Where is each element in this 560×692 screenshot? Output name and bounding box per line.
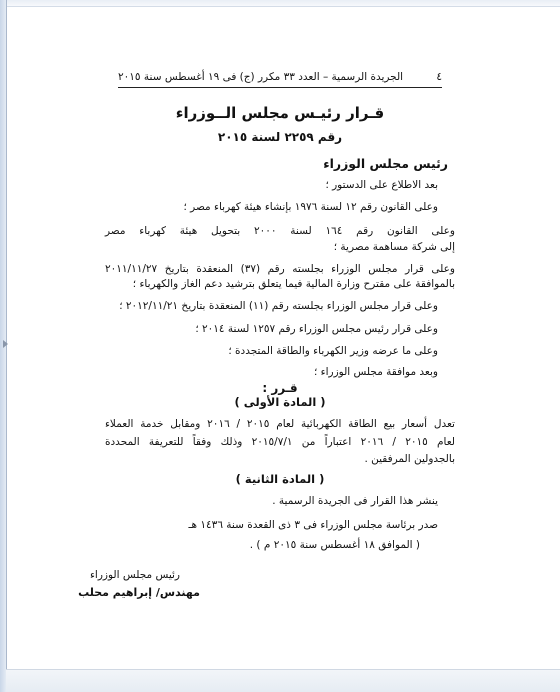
decree-title: قـرار رئيـس مجلس الــوزراء [175,104,385,122]
article-2-heading: ( المادة الثانية ) [235,472,325,486]
article-1-line: بالجدولين المرفقين . [364,453,455,465]
page-number: ٤ [436,71,442,83]
signature-title: رئيس مجلس الوزراء [89,569,180,581]
article-2-line: ينشر هذا القرار فى الجريدة الرسمية . [272,495,438,507]
document-page [60,6,500,670]
article-1-line: لعام ٢٠١٥ / ٢٠١٦ اعتباراً من ٢٠١٥/٧/١ وذلك وفقاً للتعريفة المحددة [105,436,455,448]
viewer-side-panel[interactable] [0,0,7,692]
article-1-heading: ( المادة الأولى ) [234,395,326,409]
preamble-line: وعلى قرار مجلس الوزراء بجلسته رقم (٣٧) المنعقدة بتاريخ ٢٠١١/١١/٢٧ [105,263,455,275]
preamble-line: وعلى القانون رقم ١٢ لسنة ١٩٧٦ بإنشاء هيئة كهرباء مصر ؛ [183,201,438,213]
preamble-line: وعلى قرار رئيس مجلس الوزراء رقم ١٢٥٧ لسنة ٢٠١٤ ؛ [195,323,438,335]
issuer-heading: رئيس مجلس الوزراء [323,156,448,171]
issuance-line: صدر برئاسة مجلس الوزراء فى ٣ ذى القعدة سنة ١٤٣٦ هـ [188,519,438,531]
preamble-line: إلى شركة مساهمة مصرية ؛ [333,241,455,253]
article-1-line: تعدل أسعار بيع الطاقة الكهربائية لعام ٢٠١٥ / ٢٠١٦ ومقابل خدمة العملاء [105,418,455,430]
preamble-line: وعلى ما عرضه وزير الكهرباء والطاقة المتجددة ؛ [228,345,438,357]
header-divider [118,87,442,88]
decision-word: قـرر : [262,381,298,395]
viewer-bottom-bar [6,669,560,692]
gazette-issue-line: الجريدة الرسمية – العدد ٣٣ مكرر (ج) فى ١٩ أغسطس سنة ٢٠١٥ [118,71,404,83]
preamble-line: وبعد موافقة مجلس الوزراء ؛ [314,366,438,378]
decree-number: رقم ٢٢٥٩ لسنة ٢٠١٥ [217,130,343,144]
issuance-date-line: ( الموافق ١٨ أغسطس سنة ٢٠١٥ م ) . [249,539,420,551]
preamble-line: بعد الاطلاع على الدستور ؛ [325,179,438,191]
preamble-line: وعلى القانون رقم ١٦٤ لسنة ٢٠٠٠ بتحويل هيئة كهرباء مصر [105,225,455,237]
signature-name: مهندس/ إبراهيم محلب [78,586,200,599]
preamble-line: بالموافقة على مقترح وزارة المالية فيما يتعلق بترشيد دعم الغاز والكهرباء ؛ [132,278,455,290]
preamble-line: وعلى قرار مجلس الوزراء بجلسته رقم (١١) المنعقدة بتاريخ ٢٠١٢/١١/٢١ ؛ [119,300,438,312]
expand-panel-arrow-icon[interactable] [3,340,8,348]
page-header [118,68,442,86]
